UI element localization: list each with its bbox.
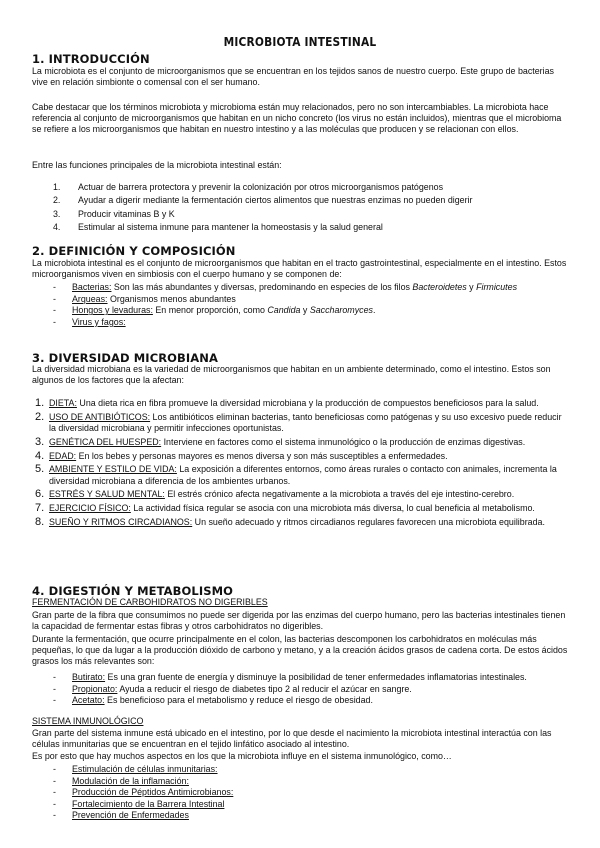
list-item: 2. USO DE ANTIBIÓTICOS: Los antibióticos eliminan bacterias, tanto beneficiosas como patógenas y su uso excesivo puede reducir la diversidad microbiana y permitir infecciones oportunistas. [35, 410, 562, 433]
list-item: - Estimulación de células inmunitarias: [53, 764, 218, 774]
list-item: 1. Actuar de barrera protectora y prevenir la colonización por otros microorganismos patógenos [53, 182, 444, 192]
list-item: 4. Estimular al sistema inmune para mantener la homeostasis y la salud general [53, 222, 383, 233]
section-heading-digestion: 4. DIGESTIÓN Y METABOLISMO [32, 584, 234, 598]
composition-list [32, 282, 570, 328]
paragraph: Entre las funciones principales de la microbiota intestinal están: [32, 160, 282, 170]
factors-list [32, 398, 570, 531]
list-item: - Producción de Péptidos Antimicrobianos: [53, 787, 234, 798]
list-item: 1. DIETA: Una dieta rica en fibra promueve la diversidad microbiana y la producción de compuestos beneficiosos para la salud. [35, 397, 539, 409]
section-heading-introduccion: 1. INTRODUCCIÓN [32, 52, 150, 66]
paragraph: Gran parte de la fibra que consumimos no puede ser digerida por las enzimas del cuerpo humano, pero las bacterias intestinales tienen la capacidad de fermentar estas fibras y otros carbohidratos no digeribles. [32, 610, 566, 632]
list-item: 3. Producir vitaminas B y K [53, 208, 175, 219]
list-item: - Arqueas: Organismos menos abundantes [53, 293, 236, 304]
section-heading-diversidad: 3. DIVERSIDAD MICROBIANA [32, 351, 219, 365]
paragraph: Cabe destacar que los términos microbiota y microbioma están muy relacionados, pero no son intercambiables. La microbiota hace referencia al conjunto de microorganismos que habitan en un nicho concreto (los virus no están incluidos), mientras que el microbioma se refiere a los microorganismos que habitan en nuestro intestino y a las moléculas que producen y se relacionan con ellos. [32, 102, 562, 135]
list-item: 6. ESTRÉS Y SALUD MENTAL: El estrés crónico afecta negativamente a la microbiota a través del eje intestino-cerebro. [35, 488, 515, 501]
list-item: 5. AMBIENTE Y ESTILO DE VIDA: La exposición a diferentes entornos, como áreas rurales o contacto con animales, incrementa la diversidad microbiana a diferencia de los ambientes urbanos. [35, 463, 557, 486]
acids-list [32, 672, 570, 707]
list-item: - Butirato: Es una gran fuente de energía y disminuye la posibilidad de tener enfermedades inflamatorias intestinales. [53, 672, 527, 682]
list-item: 8. SUEÑO Y RITMOS CIRCADIANOS: Un sueño adecuado y ritmos circadianos regulares favorecen una microbiota equilibrada. [35, 515, 545, 528]
list-item: 2. Ayudar a digerir mediante la fermentación ciertos alimentos que nuestras enzimas no pueden digerir [53, 195, 473, 206]
list-item: - Propionato: Ayuda a reducir el riesgo de diabetes tipo 2 al reducir el azúcar en sangre. [53, 683, 412, 694]
functions-list [32, 182, 570, 236]
list-item: 3. GENÉTICA DEL HUESPED: Interviene en factores como el sistema inmunológico o la producción de enzimas digestivas. [35, 435, 526, 448]
paragraph: Es por esto que hay muchos aspectos en los que la microbiota influye en el sistema inmunológico, como… [32, 751, 452, 761]
list-item: - Prevención de Enfermedades [53, 810, 189, 821]
paragraph: Durante la fermentación, que ocurre principalmente en el colon, las bacterias descomponen los carbohidratos en moléculas más pequeñas, lo que da lugar a la producción dióxido de carbono y metano, y a la creación ácidos grasos de cadena corta. De estos ácidos grasos los más relevantes son: [32, 634, 568, 667]
list-item: - Virus y fagos: [53, 316, 126, 327]
list-item: - Fortalecimiento de la Barrera Intestinal [53, 798, 225, 809]
subheading-sistema-inmunologico: SISTEMA INMUNOLÓGICO [32, 716, 144, 726]
list-item: - Modulación de la inflamación: [53, 775, 189, 786]
list-item: - Bacterias: Son las más abundantes y diversas, predominando en especies de los filos Bacteroidetes y Firmicutes [53, 282, 518, 292]
subheading-fermentacion: FERMENTACIÓN DE CARBOHIDRATOS NO DIGERIBLES [32, 597, 268, 607]
paragraph: La microbiota intestinal es el conjunto de microorganismos que habitan en el tracto gastrointestinal, especialmente en el intestino. Estos microorganismos viven en simbiosis con el cuerpo humano y se componen de: [32, 258, 567, 280]
paragraph: La diversidad microbiana es la variedad de microorganismos que habitan en un ambiente determinado, como el intestino. Estos son algunos de los factores que la afectan: [32, 364, 551, 386]
paragraph: La microbiota es el conjunto de microorganismos que se encuentran en los tejidos sanos de nuestro cuerpo. Este grupo de bacterias vive en relación simbionte o comensal con el ser humano. [32, 66, 554, 88]
list-item: 7. EJERCICIO FÍSICO: La actividad física regular se asocia con una microbiota más diversa, lo cual beneficia al metabolismo. [35, 502, 535, 515]
list-item: - Hongos y levaduras: En menor proporción, como Candida y Saccharomyces. [53, 305, 376, 316]
immune-aspects-list [32, 764, 570, 822]
list-item: - Acetato: Es beneficioso para el metabolismo y reduce el riesgo de obesidad. [53, 695, 373, 706]
paragraph: Gran parte del sistema inmune está ubicado en el intestino, por lo que desde el nacimiento la microbiota intestinal interactúa con las células inmunitarias que se encuentran en el tejido linfático asociado al intestino. [32, 728, 552, 750]
page-title: MICROBIOTA INTESTINAL [223, 34, 377, 49]
list-item: 4. EDAD: En los bebes y personas mayores es menos diversa y son más susceptibles a enfermedades. [35, 449, 448, 462]
section-heading-definicion: 2. DEFINICIÓN Y COMPOSICIÓN [32, 244, 236, 258]
